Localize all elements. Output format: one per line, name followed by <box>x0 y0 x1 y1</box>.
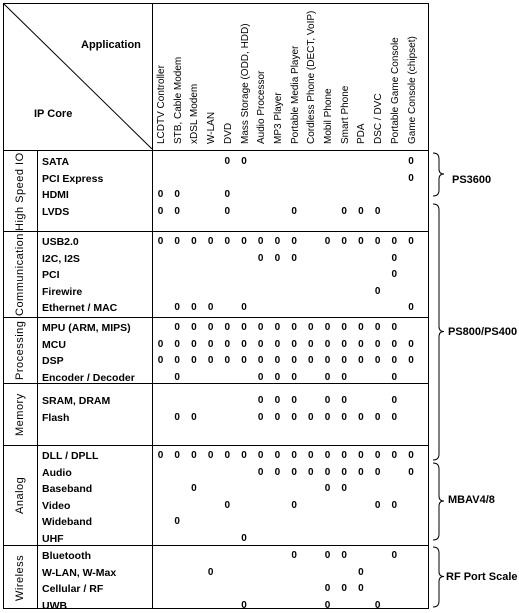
support-mark: 0 <box>324 355 331 366</box>
support-mark: 0 <box>341 236 347 247</box>
support-mark: 0 <box>224 189 231 200</box>
support-mark: 0 <box>324 483 331 495</box>
ip-core-row-label: MPU (ARM, MIPS) <box>42 322 131 334</box>
application-header: Smart Phone <box>339 85 351 144</box>
application-header: Cordless Phone (DECT, VoIP) <box>306 10 318 144</box>
category-column-divider <box>37 150 38 608</box>
support-mark: 0 <box>358 450 364 461</box>
ip-core-row-label: Wideband <box>42 516 93 529</box>
support-mark: 0 <box>224 450 231 461</box>
support-mark: 0 <box>391 236 398 247</box>
support-mark: 0 <box>358 583 364 594</box>
support-mark: 0 <box>257 236 264 247</box>
group-brace <box>432 462 448 542</box>
ip-core-row-label: UWB <box>42 599 68 612</box>
support-mark: 0 <box>358 338 364 350</box>
application-header: Mass Storage (ODD, HDD) <box>239 23 251 144</box>
support-mark: 0 <box>207 450 214 461</box>
support-mark: 0 <box>341 371 347 383</box>
support-mark: 0 <box>341 583 347 594</box>
support-mark: 0 <box>291 466 297 478</box>
support-mark: 0 <box>308 355 314 366</box>
support-mark: 0 <box>241 599 247 611</box>
application-header: PDA <box>356 123 368 144</box>
support-mark: 0 <box>291 338 297 350</box>
support-mark: 0 <box>207 322 214 333</box>
support-mark: 0 <box>257 450 264 461</box>
support-mark: 0 <box>291 450 297 461</box>
support-mark: 0 <box>374 450 381 461</box>
support-mark: 0 <box>191 483 197 495</box>
support-mark: 0 <box>207 236 214 247</box>
category-label: Wireless <box>14 554 26 601</box>
support-mark: 0 <box>157 355 164 366</box>
support-mark: 0 <box>257 355 264 366</box>
group-label: PS800/PS400 <box>448 326 518 338</box>
application-header: Portable Media Player <box>289 45 301 144</box>
support-mark: 0 <box>374 412 381 423</box>
support-mark: 0 <box>191 322 197 333</box>
support-mark: 0 <box>374 355 381 366</box>
support-mark: 0 <box>274 395 281 406</box>
support-mark: 0 <box>174 450 180 461</box>
support-mark: 0 <box>341 450 347 461</box>
support-mark: 0 <box>291 371 297 383</box>
support-mark: 0 <box>274 338 281 350</box>
support-mark: 0 <box>358 236 364 247</box>
support-mark: 0 <box>408 338 414 350</box>
support-mark: 0 <box>408 302 414 313</box>
ip-core-label: IP Core <box>34 108 73 120</box>
application-header: Mobil Phone <box>323 88 334 144</box>
ip-core-row-label: Flash <box>42 412 70 424</box>
support-mark: 0 <box>207 302 214 313</box>
category-divider <box>4 383 428 384</box>
support-mark: 0 <box>374 285 381 297</box>
support-mark: 0 <box>274 450 281 461</box>
support-mark: 0 <box>391 395 398 406</box>
support-mark: 0 <box>241 338 247 350</box>
ip-core-row-label: SRAM, DRAM <box>42 395 111 407</box>
support-mark: 0 <box>308 322 314 333</box>
support-mark: 0 <box>257 252 264 264</box>
support-mark: 0 <box>291 499 297 511</box>
ip-core-row-label: Video <box>42 499 71 512</box>
support-mark: 0 <box>341 395 347 406</box>
support-mark: 0 <box>324 371 331 383</box>
support-mark: 0 <box>374 205 381 217</box>
support-mark: 0 <box>341 205 347 217</box>
support-mark: 0 <box>224 156 231 167</box>
support-mark: 0 <box>391 412 398 423</box>
ip-core-row-label: I2C, I2S <box>42 252 80 265</box>
application-header: W-LAN <box>206 111 218 144</box>
support-mark: 0 <box>308 450 314 461</box>
support-mark: 0 <box>241 236 247 247</box>
support-mark: 0 <box>207 566 214 578</box>
application-header: DVD <box>222 122 234 144</box>
support-mark: 0 <box>174 371 180 383</box>
category-divider <box>4 231 428 232</box>
ip-core-row-label: UHF <box>42 533 64 545</box>
ip-core-row-label: PCI Express <box>42 172 104 185</box>
support-mark: 0 <box>324 450 331 461</box>
support-mark: 0 <box>174 205 180 217</box>
support-mark: 0 <box>174 322 180 333</box>
support-mark: 0 <box>274 371 281 383</box>
support-mark: 0 <box>374 599 381 611</box>
support-mark: 0 <box>224 205 231 217</box>
group-label: RF Port Scale <box>446 571 518 583</box>
support-mark: 0 <box>308 466 314 478</box>
support-mark: 0 <box>374 322 381 333</box>
support-mark: 0 <box>157 189 164 200</box>
support-mark: 0 <box>224 355 231 366</box>
support-mark: 0 <box>174 189 180 200</box>
support-mark: 0 <box>191 355 197 366</box>
support-mark: 0 <box>274 355 281 366</box>
application-header: xDSL Modem <box>189 83 201 144</box>
category-divider <box>4 317 428 318</box>
header-divider <box>4 150 428 151</box>
support-mark: 0 <box>358 355 364 366</box>
support-mark: 0 <box>157 450 164 461</box>
label-column-divider <box>152 4 153 608</box>
support-mark: 0 <box>324 466 331 478</box>
support-mark: 0 <box>341 483 347 495</box>
support-mark: 0 <box>174 516 180 528</box>
category-label: Communication <box>14 233 26 316</box>
support-mark: 0 <box>241 450 247 461</box>
ip-core-application-matrix <box>3 3 429 612</box>
ip-core-row-label: DSP <box>42 355 64 367</box>
support-mark: 0 <box>191 236 197 247</box>
support-mark: 0 <box>391 450 398 461</box>
support-mark: 0 <box>274 412 281 423</box>
support-mark: 0 <box>191 302 197 313</box>
support-mark: 0 <box>241 302 247 313</box>
category-divider <box>4 445 428 446</box>
support-mark: 0 <box>391 338 398 350</box>
support-mark: 0 <box>324 395 331 406</box>
support-mark: 0 <box>274 466 281 478</box>
support-mark: 0 <box>391 322 398 333</box>
support-mark: 0 <box>291 205 297 217</box>
support-mark: 0 <box>391 252 398 264</box>
support-mark: 0 <box>174 302 180 313</box>
support-mark: 0 <box>324 583 331 594</box>
support-mark: 0 <box>341 550 347 561</box>
support-mark: 0 <box>174 355 180 366</box>
support-mark: 0 <box>341 412 347 423</box>
support-mark: 0 <box>257 412 264 423</box>
category-label: Analog <box>14 476 26 514</box>
support-mark: 0 <box>274 236 281 247</box>
support-mark: 0 <box>274 322 281 333</box>
application-label: Application <box>81 39 141 51</box>
support-mark: 0 <box>358 412 364 423</box>
support-mark: 0 <box>291 236 297 247</box>
support-mark: 0 <box>341 338 347 350</box>
application-header: STB, Cable Modem <box>172 56 184 144</box>
support-mark: 0 <box>408 156 414 167</box>
support-mark: 0 <box>257 466 264 478</box>
ip-core-row-label: Audio <box>42 466 72 479</box>
support-mark: 0 <box>224 322 231 333</box>
ip-core-row-label: HDMI <box>42 189 69 201</box>
ip-core-row-label: SATA <box>42 156 70 168</box>
support-mark: 0 <box>408 450 414 461</box>
support-mark: 0 <box>174 412 180 423</box>
application-header: MP3 Player <box>272 92 284 144</box>
support-mark: 0 <box>241 533 247 544</box>
ip-core-row-label: MCU <box>42 338 66 351</box>
application-header: Portable Game Console <box>389 37 401 144</box>
support-mark: 0 <box>291 412 297 423</box>
support-mark: 0 <box>157 236 164 247</box>
header-diagonal <box>4 4 152 149</box>
support-mark: 0 <box>324 550 331 561</box>
ip-core-row-label: Firewire <box>42 285 83 298</box>
application-header: Game Console (chipset) <box>406 36 418 144</box>
support-mark: 0 <box>324 338 331 350</box>
support-mark: 0 <box>391 355 398 366</box>
application-header: DSC / DVC <box>373 93 385 144</box>
ip-core-row-label: Cellular / RF <box>42 583 104 595</box>
support-mark: 0 <box>341 466 347 478</box>
support-mark: 0 <box>291 550 297 561</box>
support-mark: 0 <box>358 322 364 333</box>
group-label: MBAV4/8 <box>448 494 495 506</box>
ip-core-row-label: Bluetooth <box>42 550 91 562</box>
ip-core-row-label: Baseband <box>42 483 93 496</box>
support-mark: 0 <box>224 338 231 350</box>
support-mark: 0 <box>157 338 164 350</box>
support-mark: 0 <box>257 395 264 406</box>
ip-core-row-label: Encoder / Decoder <box>42 371 135 384</box>
support-mark: 0 <box>324 412 331 423</box>
ip-core-row-label: PCI <box>42 269 60 281</box>
support-mark: 0 <box>358 205 364 217</box>
support-mark: 0 <box>341 355 347 366</box>
ip-core-row-label: DLL / DPLL <box>42 450 99 462</box>
support-mark: 0 <box>274 252 281 264</box>
category-divider <box>4 545 428 546</box>
support-mark: 0 <box>374 499 381 511</box>
support-mark: 0 <box>257 322 264 333</box>
support-mark: 0 <box>308 412 314 423</box>
support-mark: 0 <box>391 550 398 561</box>
group-brace <box>432 203 448 462</box>
support-mark: 0 <box>324 236 331 247</box>
support-mark: 0 <box>157 205 164 217</box>
support-mark: 0 <box>291 355 297 366</box>
support-mark: 0 <box>174 338 180 350</box>
support-mark: 0 <box>308 338 314 350</box>
support-mark: 0 <box>358 566 364 578</box>
support-mark: 0 <box>207 338 214 350</box>
support-mark: 0 <box>324 322 331 333</box>
support-mark: 0 <box>374 466 381 478</box>
support-mark: 0 <box>191 450 197 461</box>
category-label: High Speed IO <box>14 152 26 231</box>
ip-core-row-label: W-LAN, W-Max <box>42 566 117 579</box>
support-mark: 0 <box>291 322 297 333</box>
support-mark: 0 <box>408 466 414 478</box>
support-mark: 0 <box>191 338 197 350</box>
support-mark: 0 <box>224 499 231 511</box>
support-mark: 0 <box>408 172 414 184</box>
ip-core-row-label: Ethernet / MAC <box>42 302 118 314</box>
support-mark: 0 <box>324 599 331 611</box>
support-mark: 0 <box>408 236 414 247</box>
support-mark: 0 <box>291 252 297 264</box>
support-mark: 0 <box>191 412 197 423</box>
support-mark: 0 <box>358 466 364 478</box>
application-header: Audio Processor <box>256 70 268 144</box>
support-mark: 0 <box>391 499 398 511</box>
group-brace <box>432 152 448 198</box>
support-mark: 0 <box>374 338 381 350</box>
application-header: LCDTV Controller <box>156 65 167 144</box>
group-label: PS3600 <box>452 174 492 186</box>
support-mark: 0 <box>341 322 347 333</box>
support-mark: 0 <box>241 322 247 333</box>
category-label: Memory <box>14 393 26 436</box>
support-mark: 0 <box>174 236 180 247</box>
support-mark: 0 <box>408 355 414 366</box>
ip-core-row-label: USB2.0 <box>42 236 79 248</box>
support-mark: 0 <box>241 156 247 167</box>
support-mark: 0 <box>374 236 381 247</box>
support-mark: 0 <box>241 355 247 366</box>
category-label: Processing <box>14 320 26 380</box>
support-mark: 0 <box>391 371 398 383</box>
support-mark: 0 <box>391 269 398 280</box>
support-mark: 0 <box>207 355 214 366</box>
support-mark: 0 <box>257 338 264 350</box>
support-mark: 0 <box>224 236 231 247</box>
support-mark: 0 <box>257 371 264 383</box>
ip-core-row-label: LVDS <box>42 205 70 218</box>
support-mark: 0 <box>291 395 297 406</box>
